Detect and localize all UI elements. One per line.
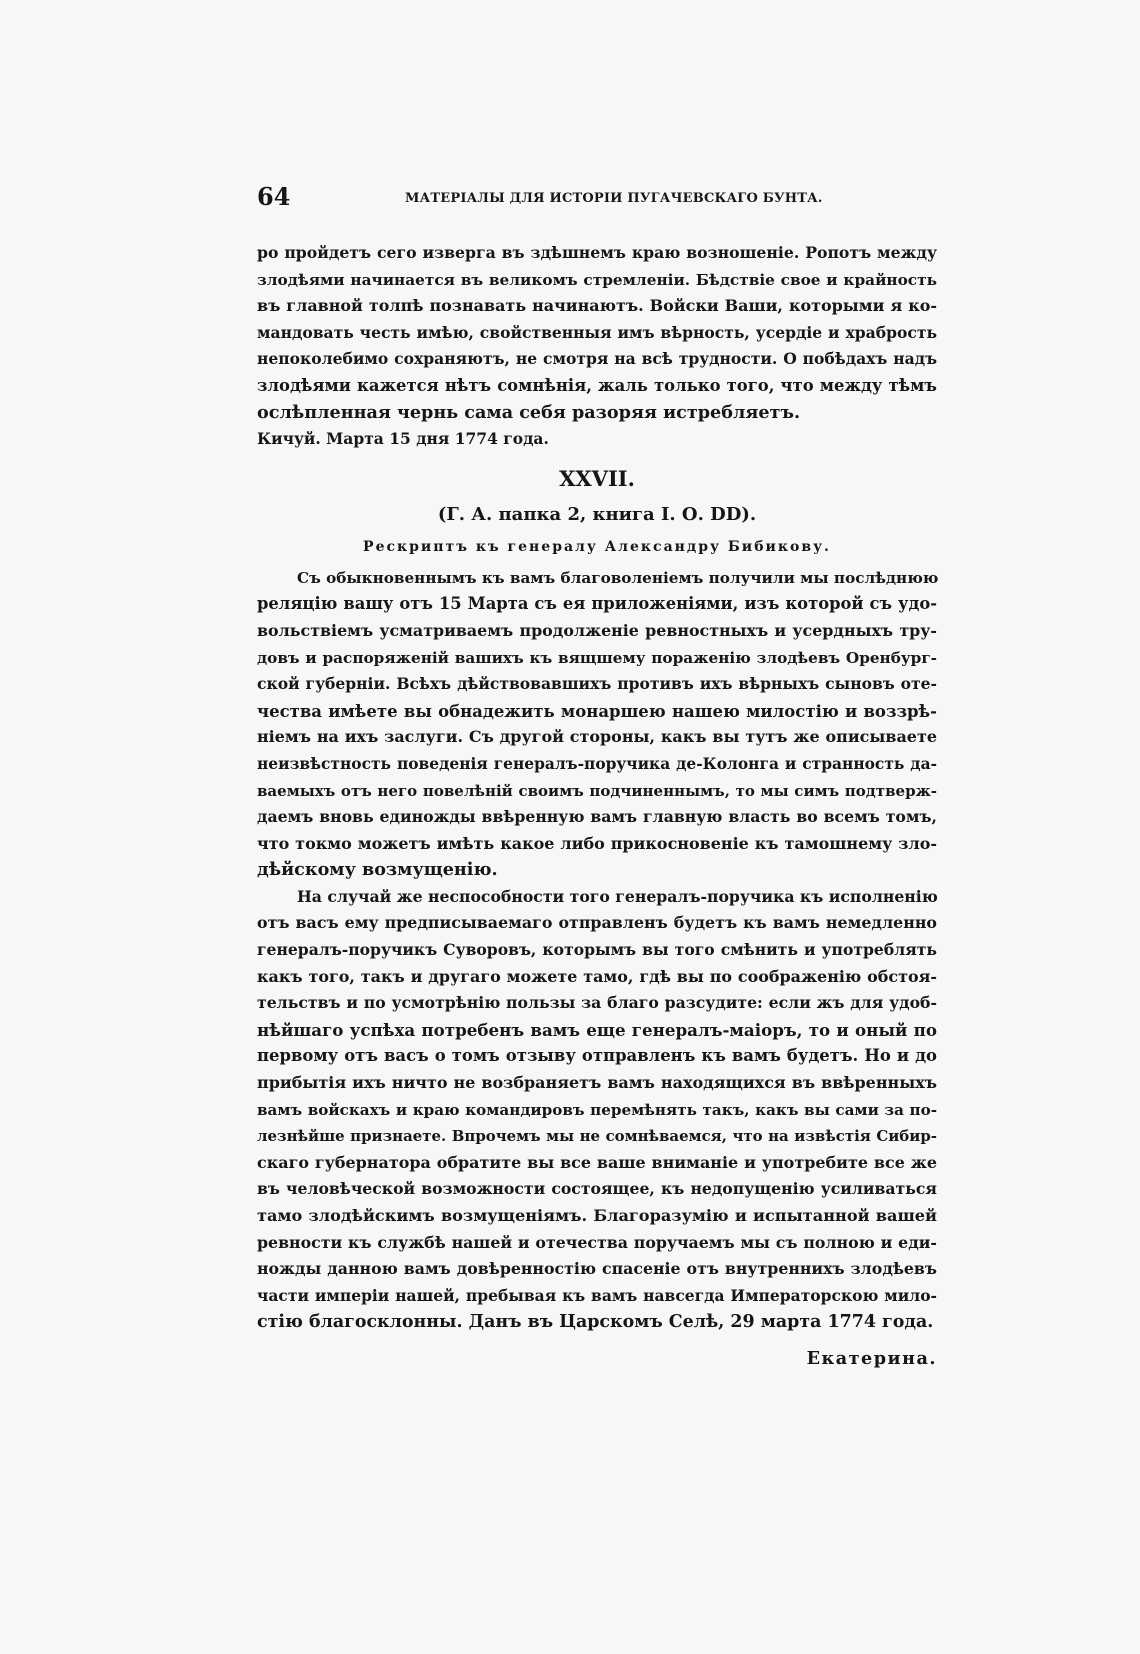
text-line: даемъ вновь единожды ввѣренную вамъ главную власть во всемъ томъ,	[257, 807, 937, 827]
text-line: въ главной толпѣ познавать начинаютъ. Войски Ваши, которыми я ко-	[257, 296, 937, 316]
text-line: ослѣпленная чернь сама себя разоряя истребляетъ.	[257, 401, 801, 423]
text-line: довъ и распоряженій вашихъ къ вящшему пораженію злодѣевъ Оренбург-	[257, 648, 937, 667]
paragraph-1	[257, 565, 937, 884]
text-line: прибытія ихъ ничто не возбраняетъ вамъ находящихся въ ввѣренныхъ	[257, 1073, 937, 1093]
text-line: тельствъ и по усмотрѣнію пользы за благо разсудите: если жъ для удоб-	[257, 993, 937, 1013]
text-line: лезнѣйше признаете. Впрочемъ мы не сомнѣваемся, что на извѣстія Сибир-	[257, 1127, 937, 1146]
paragraph-2	[257, 884, 937, 1336]
signature: Екатерина.	[806, 1347, 937, 1369]
archive-reference: (Г. А. папка 2, книга I. О. DD).	[437, 503, 757, 525]
text-line: злодѣями начинается въ великомъ стремленіи. Бѣдствіе свое и крайность	[257, 270, 937, 289]
text-line: скаго губернатора обратите вы все ваше вниманіе и употребите все же	[257, 1152, 937, 1172]
document-title: Рескриптъ къ генералу Александру Бибикову.	[363, 538, 831, 555]
text-line: что токмо можетъ имѣть какое либо прикосновеніе къ тамошнему зло-	[257, 833, 937, 853]
text-line: ревности къ службѣ нашей и отечества поручаемъ мы съ полною и еди-	[257, 1232, 937, 1252]
text-line: ской губерніи. Всѣхъ дѣйствовавшихъ противъ ихъ вѣрныхъ сыновъ оте-	[257, 674, 937, 694]
text-line: первому отъ васъ о томъ отзыву отправленъ къ вамъ будетъ. Но и до	[257, 1046, 937, 1066]
page-body	[257, 240, 937, 1373]
text-line: вольствіемъ усматриваемъ продолженіе ревностныхъ и усердныхъ тру-	[257, 620, 937, 640]
running-title: МАТЕРІАЛЫ ДЛЯ ИСТОРІИ ПУГАЧЕВСКАГО БУНТА.	[405, 191, 823, 206]
text-line: реляцію вашу отъ 15 Марта съ ея приложеніями, изъ которой съ удо-	[257, 594, 937, 614]
text-line: На случай же неспособности того генералъ-поручика къ исполненію	[297, 886, 938, 906]
text-line: ваемыхъ отъ него повелѣній своимъ подчиненнымъ, то мы симъ подтверж-	[257, 781, 937, 800]
text-line: вамъ войскахъ и краю командировъ перемѣнять такъ, какъ вы сами за по-	[257, 1100, 937, 1119]
text-line: нѣйшаго успѣха потребенъ вамъ еще генералъ-маіоръ, то и оный по	[257, 1019, 937, 1040]
text-line: злодѣями кажется нѣтъ сомнѣнія, жаль только того, что между тѣмъ	[257, 375, 937, 395]
text-line: стію благосклонны. Данъ въ Царскомъ Селѣ, 29 марта 1774 года.	[257, 1312, 934, 1333]
place-date: Кичуй. Марта 15 дня 1774 года.	[257, 429, 549, 449]
text-line: Съ обыкновеннымъ къ вамъ благоволеніемъ получили мы послѣднюю	[297, 568, 939, 587]
text-line: неизвѣстность поведенія генералъ-поручика де-Колонга и странность да-	[257, 754, 937, 773]
text-line: части имперіи нашей, пребывая къ вамъ навсегда Императорскою мило-	[257, 1285, 937, 1305]
text-line: ніемъ на ихъ заслуги. Съ другой стороны, какъ вы тутъ же описываете	[257, 727, 937, 747]
text-line: генералъ-поручикъ Суворовъ, которымъ вы того смѣнить и употреблять	[257, 940, 937, 960]
text-line: ро пройдетъ сего изверга въ здѣшнемъ краю возношеніе. Ропотъ между	[257, 243, 937, 262]
text-line: чества имѣете вы обнадежить монаршею нашею милостію и воззрѣ-	[257, 700, 937, 721]
continuation-text	[257, 240, 937, 453]
text-line: мандовать честь имѣю, свойственныя имъ вѣрность, усердіе и храбрость	[257, 322, 937, 342]
text-line: отъ васъ ему предписываемаго отправленъ будетъ къ вамъ немедленно	[257, 913, 937, 933]
text-line: ножды данною вамъ довѣренностію спасеніе отъ внутреннихъ злодѣевъ	[257, 1259, 937, 1279]
text-line: дѣйскому возмущенію.	[257, 859, 498, 881]
page-header	[257, 182, 933, 219]
document-number: XXVII.	[559, 465, 635, 491]
text-line: непоколебимо сохраняютъ, не смотря на всѣ трудности. О побѣдахъ надъ	[257, 349, 937, 369]
page-number: 64	[257, 182, 291, 211]
text-line: въ человѣческой возможности состоящее, къ недопущенію усиливаться	[257, 1179, 937, 1199]
text-line: тамо злодѣйскимъ возмущеніямъ. Благоразумію и испытанной вашей	[257, 1206, 937, 1225]
text-line: какъ того, такъ и другаго можете тамо, гдѣ вы по соображенію обстоя-	[257, 966, 937, 986]
